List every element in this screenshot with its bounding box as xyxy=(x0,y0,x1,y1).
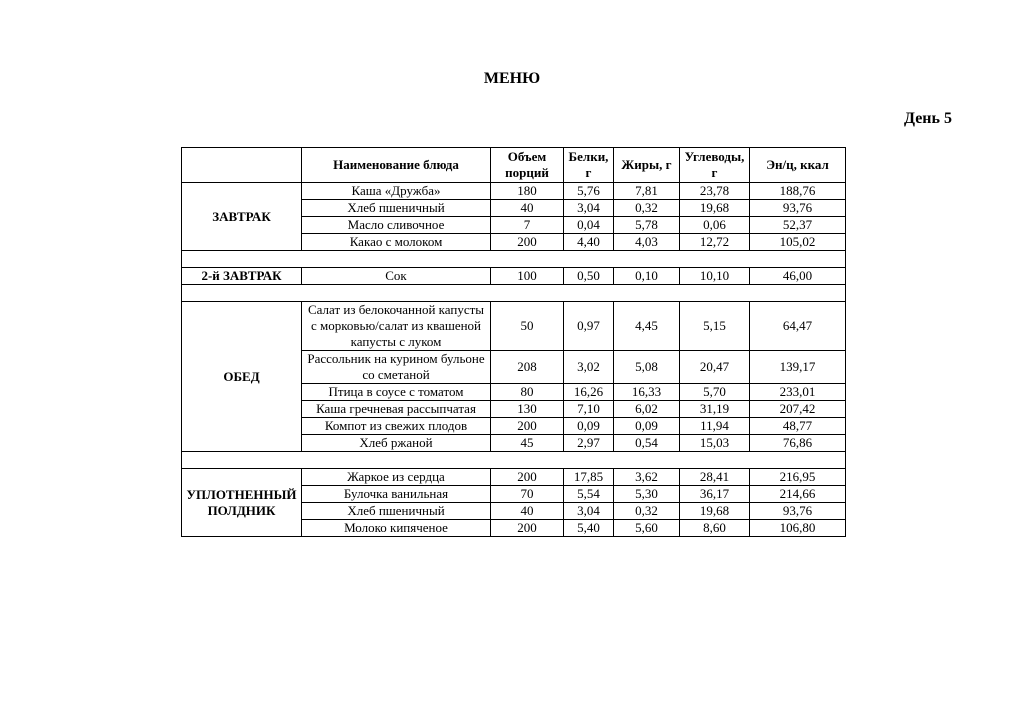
header-meal xyxy=(182,148,302,183)
cell-name: Молоко кипяченое xyxy=(302,520,491,537)
cell-protein: 2,97 xyxy=(564,435,614,452)
cell-fat: 4,45 xyxy=(614,302,680,351)
menu-body xyxy=(182,183,846,537)
cell-fat: 5,60 xyxy=(614,520,680,537)
cell-carbs: 12,72 xyxy=(680,234,750,251)
cell-carbs: 20,47 xyxy=(680,351,750,384)
header-protein: Белки, г xyxy=(564,148,614,183)
cell-name: Хлеб пшеничный xyxy=(302,503,491,520)
cell-protein: 0,09 xyxy=(564,418,614,435)
cell-fat: 5,30 xyxy=(614,486,680,503)
cell-protein: 17,85 xyxy=(564,469,614,486)
cell-carbs: 19,68 xyxy=(680,503,750,520)
cell-protein: 0,97 xyxy=(564,302,614,351)
cell-protein: 5,40 xyxy=(564,520,614,537)
cell-carbs: 10,10 xyxy=(680,268,750,285)
menu-table xyxy=(181,147,846,537)
cell-carbs: 11,94 xyxy=(680,418,750,435)
cell-portion: 50 xyxy=(491,302,564,351)
spacer-cell xyxy=(182,251,846,268)
cell-fat: 0,09 xyxy=(614,418,680,435)
table-row xyxy=(182,183,846,200)
cell-name: Рассольник на курином бульоне со сметаной xyxy=(302,351,491,384)
cell-portion: 130 xyxy=(491,401,564,418)
header-portion: Объем порций xyxy=(491,148,564,183)
day-label: День 5 xyxy=(904,110,952,127)
cell-fat: 0,54 xyxy=(614,435,680,452)
cell-protein: 3,04 xyxy=(564,200,614,217)
cell-portion: 80 xyxy=(491,384,564,401)
section-spacer xyxy=(182,251,846,268)
cell-energy: 46,00 xyxy=(750,268,846,285)
cell-name: Каша «Дружба» xyxy=(302,183,491,200)
cell-name: Компот из свежих плодов xyxy=(302,418,491,435)
section-spacer xyxy=(182,452,846,469)
cell-portion: 7 xyxy=(491,217,564,234)
cell-carbs: 8,60 xyxy=(680,520,750,537)
cell-energy: 106,80 xyxy=(750,520,846,537)
cell-fat: 3,62 xyxy=(614,469,680,486)
cell-fat: 4,03 xyxy=(614,234,680,251)
cell-name: Салат из белокочанной капусты с морковью/салат из квашеной капусты с луком xyxy=(302,302,491,351)
cell-portion: 200 xyxy=(491,469,564,486)
cell-carbs: 31,19 xyxy=(680,401,750,418)
table-row xyxy=(182,469,846,486)
spacer-cell xyxy=(182,285,846,302)
cell-portion: 200 xyxy=(491,520,564,537)
cell-energy: 216,95 xyxy=(750,469,846,486)
cell-protein: 16,26 xyxy=(564,384,614,401)
cell-name: Жаркое из сердца xyxy=(302,469,491,486)
cell-energy: 76,86 xyxy=(750,435,846,452)
cell-protein: 0,50 xyxy=(564,268,614,285)
cell-energy: 93,76 xyxy=(750,200,846,217)
cell-fat: 5,08 xyxy=(614,351,680,384)
cell-portion: 208 xyxy=(491,351,564,384)
header-carbs: Углеводы, г xyxy=(680,148,750,183)
cell-protein: 3,04 xyxy=(564,503,614,520)
header-name: Наименование блюда xyxy=(302,148,491,183)
cell-protein: 3,02 xyxy=(564,351,614,384)
cell-fat: 6,02 xyxy=(614,401,680,418)
meal-name: УПЛОТНЕННЫЙ ПОЛДНИК xyxy=(182,469,302,537)
cell-carbs: 28,41 xyxy=(680,469,750,486)
cell-energy: 188,76 xyxy=(750,183,846,200)
spacer-cell xyxy=(182,452,846,469)
cell-energy: 233,01 xyxy=(750,384,846,401)
cell-name: Хлеб ржаной xyxy=(302,435,491,452)
header-row xyxy=(182,148,846,183)
cell-portion: 70 xyxy=(491,486,564,503)
header-energy: Эн/ц, ккал xyxy=(750,148,846,183)
cell-carbs: 5,15 xyxy=(680,302,750,351)
cell-energy: 52,37 xyxy=(750,217,846,234)
cell-protein: 0,04 xyxy=(564,217,614,234)
cell-name: Какао с молоком xyxy=(302,234,491,251)
cell-fat: 0,32 xyxy=(614,200,680,217)
cell-protein: 5,54 xyxy=(564,486,614,503)
cell-portion: 100 xyxy=(491,268,564,285)
cell-energy: 48,77 xyxy=(750,418,846,435)
cell-carbs: 5,70 xyxy=(680,384,750,401)
cell-carbs: 0,06 xyxy=(680,217,750,234)
cell-energy: 207,42 xyxy=(750,401,846,418)
meal-name: ОБЕД xyxy=(182,302,302,452)
cell-fat: 0,10 xyxy=(614,268,680,285)
cell-carbs: 19,68 xyxy=(680,200,750,217)
cell-fat: 5,78 xyxy=(614,217,680,234)
cell-energy: 64,47 xyxy=(750,302,846,351)
cell-name: Булочка ванильная xyxy=(302,486,491,503)
cell-name: Каша гречневая рассыпчатая xyxy=(302,401,491,418)
cell-energy: 105,02 xyxy=(750,234,846,251)
cell-carbs: 23,78 xyxy=(680,183,750,200)
cell-energy: 139,17 xyxy=(750,351,846,384)
cell-energy: 93,76 xyxy=(750,503,846,520)
cell-name: Масло сливочное xyxy=(302,217,491,234)
cell-name: Хлеб пшеничный xyxy=(302,200,491,217)
cell-carbs: 15,03 xyxy=(680,435,750,452)
cell-fat: 16,33 xyxy=(614,384,680,401)
cell-portion: 180 xyxy=(491,183,564,200)
page-title: МЕНЮ xyxy=(483,70,541,87)
meal-name: ЗАВТРАК xyxy=(182,183,302,251)
cell-protein: 5,76 xyxy=(564,183,614,200)
section-spacer xyxy=(182,285,846,302)
cell-name: Сок xyxy=(302,268,491,285)
cell-portion: 40 xyxy=(491,503,564,520)
cell-portion: 45 xyxy=(491,435,564,452)
meal-name: 2-й ЗАВТРАК xyxy=(182,268,302,285)
cell-name: Птица в соусе с томатом xyxy=(302,384,491,401)
table-row xyxy=(182,268,846,285)
table-row xyxy=(182,302,846,351)
cell-fat: 7,81 xyxy=(614,183,680,200)
cell-protein: 7,10 xyxy=(564,401,614,418)
cell-portion: 40 xyxy=(491,200,564,217)
header-fat: Жиры, г xyxy=(614,148,680,183)
cell-portion: 200 xyxy=(491,418,564,435)
cell-portion: 200 xyxy=(491,234,564,251)
cell-carbs: 36,17 xyxy=(680,486,750,503)
cell-fat: 0,32 xyxy=(614,503,680,520)
cell-protein: 4,40 xyxy=(564,234,614,251)
cell-energy: 214,66 xyxy=(750,486,846,503)
